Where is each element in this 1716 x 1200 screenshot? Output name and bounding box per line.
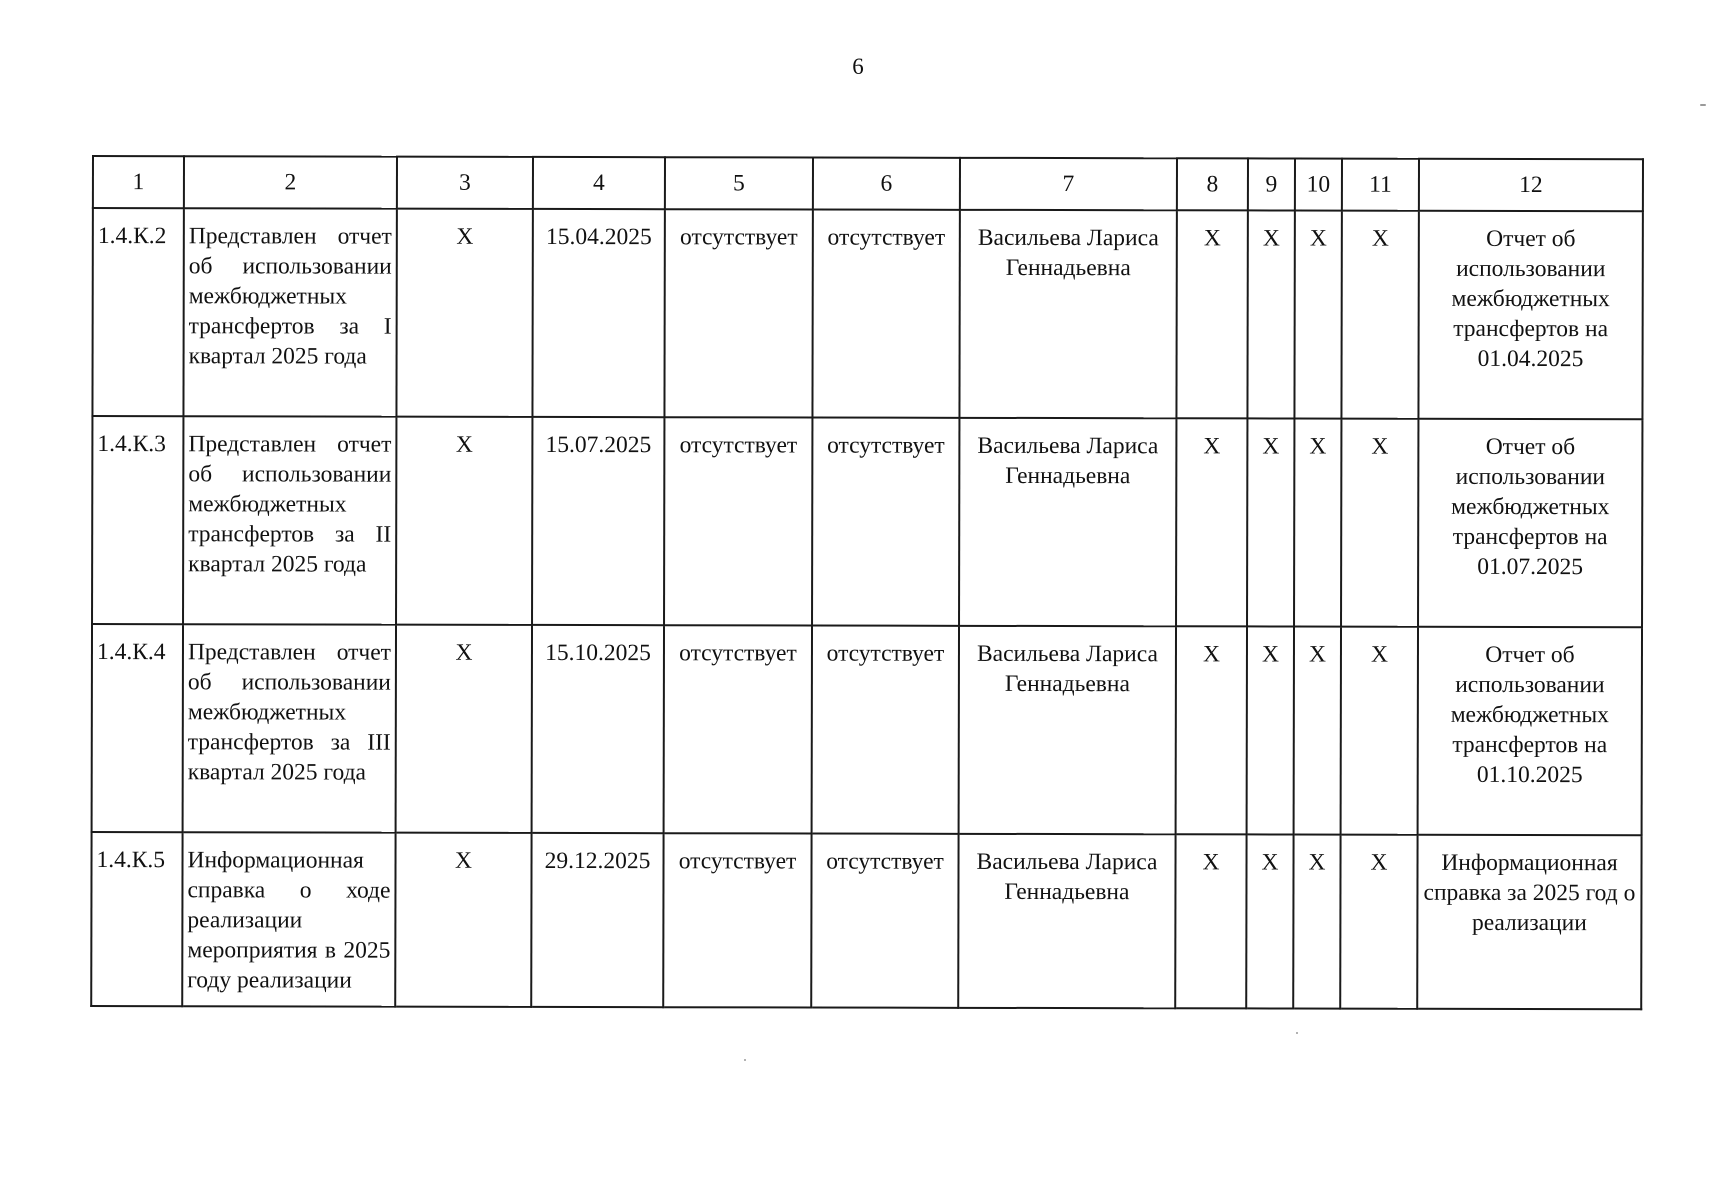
row-code: 1.4.К.4 [92,624,183,832]
row-date: 15.04.2025 [532,209,664,417]
row-code: 1.4.К.3 [92,416,183,624]
row-col9-mark: X [1247,626,1294,834]
row-date: 15.10.2025 [532,625,664,833]
column-header: 3 [397,157,533,209]
row-col10-mark: X [1294,419,1341,627]
column-header: 12 [1419,159,1643,211]
row-col8-mark: X [1175,834,1246,1008]
row-result: Отчет об использовании межбюджетных трансфертов на 01.07.2025 [1418,419,1642,627]
table-row [92,624,1642,835]
row-col9-mark: X [1246,834,1293,1008]
column-header: 1 [93,156,184,208]
row-col6-status: отсутствует [812,626,959,834]
column-header: 10 [1295,159,1342,211]
row-code: 1.4.К.2 [92,208,183,416]
row-col6-status: отсутствует [812,418,959,626]
column-header: 9 [1248,158,1295,210]
row-responsible: Васильева Лариса Геннадьевна [959,626,1176,834]
row-col11-mark: X [1340,835,1417,1009]
row-col6-status: отсутствует [812,210,959,418]
row-col11-mark: X [1341,419,1418,627]
row-result: Отчет об использовании межбюджетных трансфертов на 01.10.2025 [1418,627,1642,835]
plan-table-wrapper [90,155,1642,1010]
plan-table [90,155,1644,1010]
column-header: 2 [184,156,397,208]
table-row [92,208,1642,419]
row-description: Представлен отчет об использовании межбюджетных трансфертов за III квартал 2025 года [183,624,396,832]
row-description: Информационная справка о ходе реализации мероприятия в 2025 году реализации [182,832,395,1006]
row-col3-mark: X [396,209,532,417]
row-result: Информационная справка за 2025 год о реализации [1417,835,1641,1009]
row-result: Отчет об использовании межбюджетных трансфертов на 01.04.2025 [1418,211,1642,419]
column-header: 6 [813,158,960,210]
row-code: 1.4.К.5 [91,832,182,1006]
column-header: 4 [533,157,665,209]
scan-speck [1700,104,1706,106]
table-row [91,832,1641,1009]
row-col5-status: отсутствует [664,417,812,625]
row-col9-mark: X [1247,210,1294,418]
row-col9-mark: X [1247,418,1294,626]
row-description: Представлен отчет об использовании межбюджетных трансфертов за I квартал 2025 года [183,208,396,416]
row-col8-mark: X [1176,418,1247,626]
row-col8-mark: X [1176,626,1247,834]
row-responsible: Васильева Лариса Геннадьевна [958,834,1175,1008]
row-description: Представлен отчет об использовании межбюджетных трансфертов за II квартал 2025 года [183,416,396,624]
row-col5-status: отсутствует [664,209,812,417]
row-col5-status: отсутствует [663,833,811,1007]
page-number: 6 [852,54,864,79]
row-date: 15.07.2025 [532,417,664,625]
row-responsible: Васильева Лариса Геннадьевна [959,418,1176,626]
column-header: 11 [1342,159,1419,211]
column-header: 5 [665,157,813,209]
column-header: 7 [960,158,1177,210]
scan-speck [1296,1032,1298,1034]
table-row [92,416,1642,627]
row-col6-status: отсутствует [811,834,958,1008]
row-col3-mark: X [396,625,532,833]
row-col11-mark: X [1341,211,1418,419]
row-col11-mark: X [1341,627,1418,835]
row-col3-mark: X [396,417,532,625]
row-col10-mark: X [1294,211,1341,419]
row-col5-status: отсутствует [664,625,812,833]
column-header: 8 [1177,158,1248,210]
row-col10-mark: X [1293,835,1340,1009]
row-date: 29.12.2025 [531,833,663,1007]
row-responsible: Васильева Лариса Геннадьевна [959,210,1176,418]
row-col10-mark: X [1294,627,1341,835]
row-col3-mark: X [395,833,531,1007]
row-col8-mark: X [1176,210,1247,418]
scan-speck [744,1059,746,1061]
header-row [93,156,1643,211]
